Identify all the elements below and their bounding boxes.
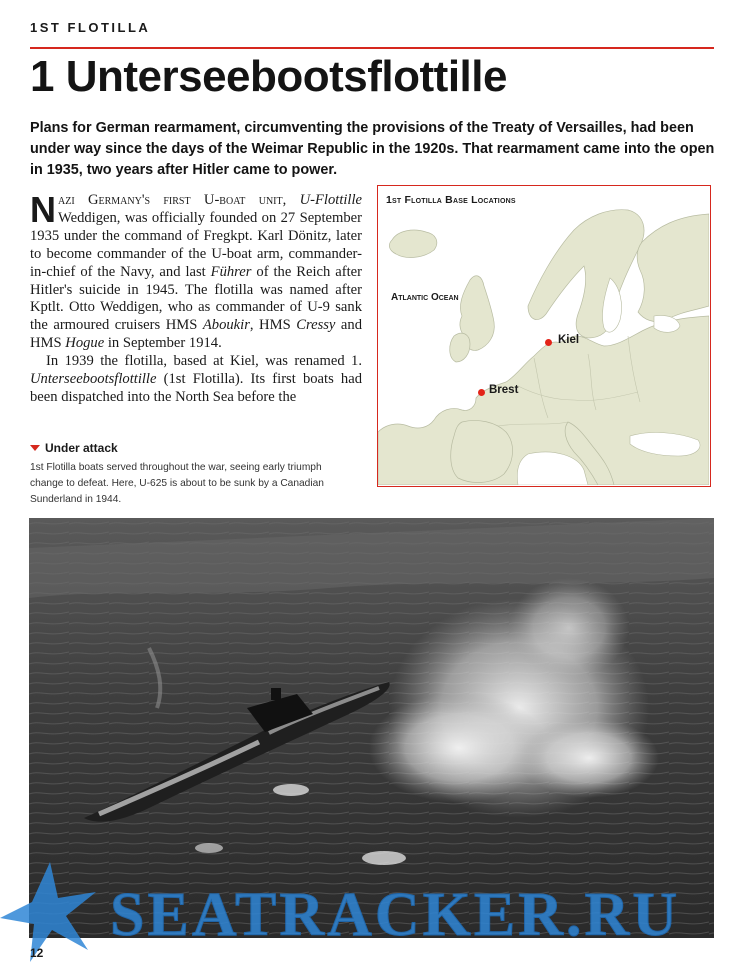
running-head: 1ST FLOTILLA <box>30 20 151 35</box>
caption-text: 1st Flotilla boats served throughout the war, seeing early triumph change to defeat. Here, U-625 is about to be sunk by a Canadian Sunderland in 1944. <box>30 462 324 505</box>
text-run: Weddigen, was officially founded on 27 September 1935 under the command of Fregkpt. Karl Dönitz, later to become commander of the U-boat arm, commander-in-chief of the Navy, and last <box>30 209 362 280</box>
photo-scene <box>29 518 714 938</box>
brest-marker <box>478 389 485 396</box>
caption-title: Under attack <box>45 441 118 455</box>
paragraph-2 <box>30 353 362 407</box>
article-lede: Plans for German rearmament, circumventing the provisions of the Treaty of Versailles, had been under way since the days of the Weimar Republic in the 1920s. That rearmament came into the open in 1935, two years after Hitler came to power. <box>30 120 715 178</box>
italic-term: Führer <box>210 263 252 280</box>
text-run: (1st Flotilla). Its first boats had been dispatched into the North Sea before the <box>30 371 362 405</box>
kiel-marker <box>545 339 552 346</box>
text-run: in September 1914. <box>104 335 222 352</box>
ocean-label: Atlantic Ocean <box>391 292 459 303</box>
ship-name: Hogue <box>65 335 105 352</box>
body-text <box>30 189 363 407</box>
page-number: 12 <box>30 946 44 960</box>
map-title: 1st Flotilla Base Locations <box>386 194 516 206</box>
text-run: and HMS <box>30 317 362 352</box>
smallcaps-lead: azi Germany's first U-boat unit, <box>58 192 287 208</box>
ship-name: Cressy <box>296 317 336 334</box>
italic-term: U-Flottille <box>299 192 363 208</box>
text-run: of the Reich after Hitler's suicide in 1945. The flotilla was named after Kptlt. Otto Weddigen, who as commander of U-9 sank the armoured cruisers HMS <box>30 263 362 334</box>
caption-heading <box>30 441 118 455</box>
text-run: , HMS <box>249 317 297 334</box>
caption-triangle-icon <box>30 445 40 451</box>
italic-term: Unterseebootsflottille <box>30 371 157 388</box>
europe-map <box>378 186 709 485</box>
article-title: 1 Unterseebootsflottille <box>30 52 507 101</box>
brest-label: Brest <box>489 384 519 396</box>
header-rule <box>30 47 714 49</box>
watermark-star-icon <box>0 862 100 962</box>
ship-name: Aboukir <box>202 317 250 334</box>
drop-cap: N <box>30 189 56 230</box>
u-boat-photo <box>29 518 714 938</box>
paragraph-1 <box>30 189 363 353</box>
watermark: SEATRACKER.RU <box>110 881 681 949</box>
text-run: In 1939 the flotilla, based at Kiel, was renamed 1. <box>46 353 362 370</box>
map-box <box>377 185 711 487</box>
kiel-label: Kiel <box>558 334 580 346</box>
